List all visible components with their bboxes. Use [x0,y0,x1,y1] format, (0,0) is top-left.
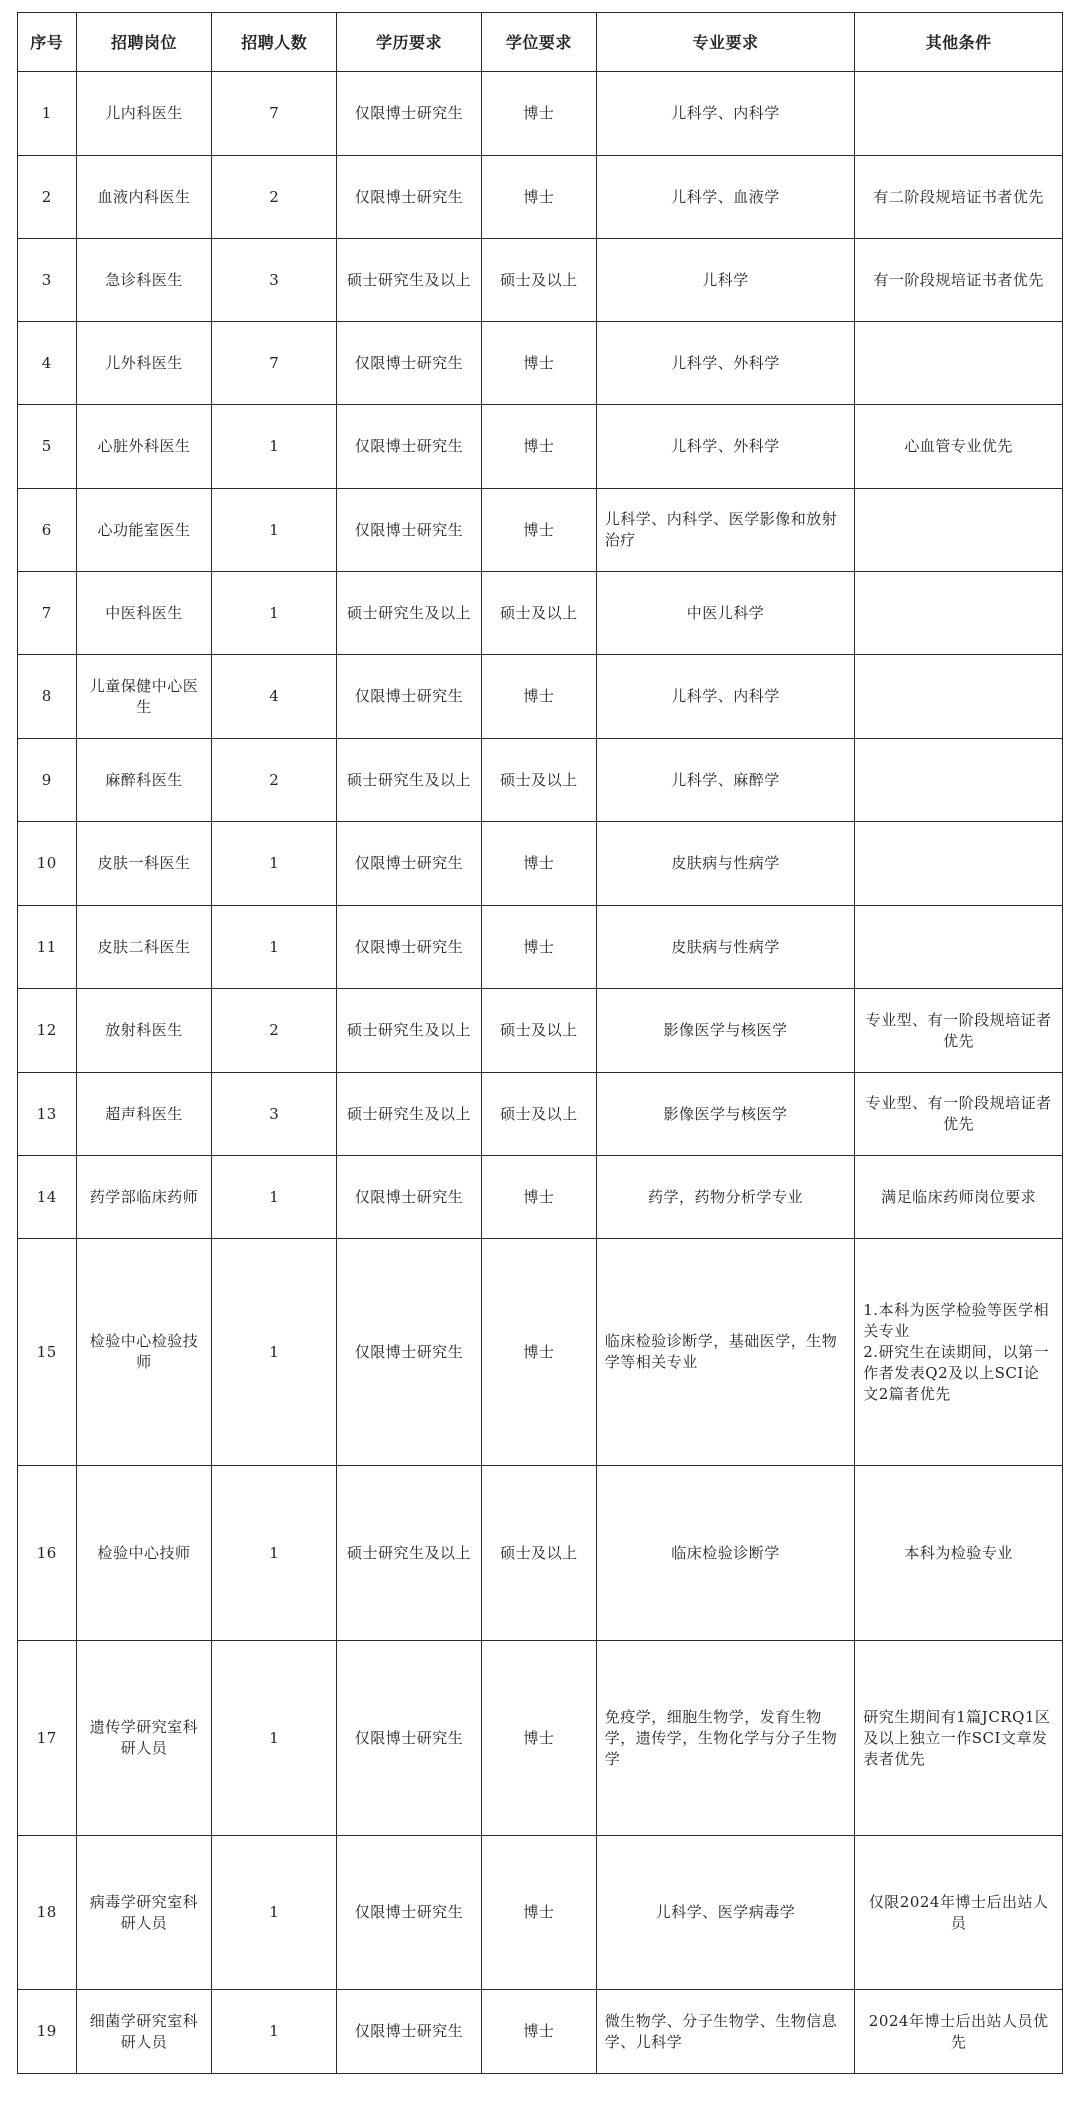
cell-count: 2 [212,739,337,822]
cell-count: 2 [212,989,337,1073]
cell-count: 1 [212,1641,337,1836]
cell-notes [855,489,1063,572]
cell-degree: 博士 [481,1156,596,1239]
cell-no: 9 [18,739,77,822]
cell-major: 儿科学、外科学 [596,405,854,489]
cell-post: 药学部临床药师 [76,1156,212,1239]
cell-no: 1 [18,72,77,156]
cell-education: 硕士研究生及以上 [337,239,482,322]
cell-no: 7 [18,572,77,655]
cell-notes: 2024年博士后出站人员优先 [855,1990,1063,2074]
cell-notes: 专业型、有一阶段规培证者优先 [855,989,1063,1073]
cell-major: 儿科学、内科学、医学影像和放射治疗 [596,489,854,572]
cell-education: 仅限博士研究生 [337,156,482,239]
cell-post: 心功能室医生 [76,489,212,572]
cell-degree: 博士 [481,655,596,739]
cell-post: 病毒学研究室科研人员 [76,1836,212,1990]
cell-post: 皮肤二科医生 [76,906,212,989]
cell-count: 4 [212,655,337,739]
cell-major: 儿科学、医学病毒学 [596,1836,854,1990]
cell-degree: 博士 [481,489,596,572]
table-row [18,489,1063,572]
cell-major: 微生物学、分子生物学、生物信息学、儿科学 [596,1990,854,2074]
cell-major: 影像医学与核医学 [596,1073,854,1156]
cell-education: 仅限博士研究生 [337,1836,482,1990]
cell-major: 中医儿科学 [596,572,854,655]
cell-no: 12 [18,989,77,1073]
table-row [18,1641,1063,1836]
cell-post: 放射科医生 [76,989,212,1073]
header-education: 学历要求 [337,13,482,72]
cell-no: 4 [18,322,77,405]
header-degree: 学位要求 [481,13,596,72]
cell-degree: 博士 [481,1239,596,1466]
cell-count: 1 [212,1239,337,1466]
table-row [18,1073,1063,1156]
header-notes: 其他条件 [855,13,1063,72]
cell-post: 儿童保健中心医生 [76,655,212,739]
cell-post: 皮肤一科医生 [76,822,212,906]
cell-no: 6 [18,489,77,572]
cell-major: 儿科学、血液学 [596,156,854,239]
cell-major: 药学，药物分析学专业 [596,1156,854,1239]
table-row [18,405,1063,489]
cell-notes: 仅限2024年博士后出站人员 [855,1836,1063,1990]
header-major: 专业要求 [596,13,854,72]
cell-count: 1 [212,1466,337,1641]
cell-post: 心脏外科医生 [76,405,212,489]
table-row [18,906,1063,989]
cell-notes [855,822,1063,906]
cell-notes [855,906,1063,989]
cell-degree: 博士 [481,72,596,156]
cell-notes: 1.本科为医学检验等医学相关专业 2.研究生在读期间，以第一作者发表Q2及以上SCI论文2篇者优先 [855,1239,1063,1466]
cell-count: 1 [212,822,337,906]
cell-notes [855,572,1063,655]
cell-education: 仅限博士研究生 [337,1990,482,2074]
cell-degree: 博士 [481,822,596,906]
cell-no: 14 [18,1156,77,1239]
table-row [18,156,1063,239]
cell-education: 仅限博士研究生 [337,72,482,156]
cell-count: 1 [212,1836,337,1990]
cell-notes: 专业型、有一阶段规培证者优先 [855,1073,1063,1156]
cell-major: 儿科学、麻醉学 [596,739,854,822]
cell-education: 仅限博士研究生 [337,655,482,739]
cell-major: 临床检验诊断学 [596,1466,854,1641]
cell-degree: 博士 [481,1641,596,1836]
table-row [18,655,1063,739]
cell-notes: 本科为检验专业 [855,1466,1063,1641]
cell-major: 儿科学、内科学 [596,655,854,739]
cell-education: 仅限博士研究生 [337,1156,482,1239]
cell-count: 1 [212,572,337,655]
cell-count: 3 [212,239,337,322]
cell-degree: 硕士及以上 [481,239,596,322]
cell-no: 19 [18,1990,77,2074]
cell-major: 免疫学，细胞生物学，发育生物学，遗传学，生物化学与分子生物学 [596,1641,854,1836]
cell-education: 仅限博士研究生 [337,405,482,489]
cell-degree: 硕士及以上 [481,1073,596,1156]
cell-no: 5 [18,405,77,489]
cell-no: 17 [18,1641,77,1836]
header-post: 招聘岗位 [76,13,212,72]
cell-no: 16 [18,1466,77,1641]
cell-education: 仅限博士研究生 [337,322,482,405]
table-row [18,989,1063,1073]
cell-count: 1 [212,1156,337,1239]
cell-notes: 有二阶段规培证书者优先 [855,156,1063,239]
cell-major: 影像医学与核医学 [596,989,854,1073]
cell-no: 3 [18,239,77,322]
cell-notes [855,655,1063,739]
table-row [18,1239,1063,1466]
cell-major: 儿科学 [596,239,854,322]
cell-count: 1 [212,1990,337,2074]
table-row [18,739,1063,822]
table-row [18,572,1063,655]
cell-count: 3 [212,1073,337,1156]
cell-degree: 博士 [481,906,596,989]
cell-degree: 硕士及以上 [481,989,596,1073]
cell-notes: 满足临床药师岗位要求 [855,1156,1063,1239]
cell-count: 1 [212,489,337,572]
cell-education: 仅限博士研究生 [337,822,482,906]
cell-degree: 硕士及以上 [481,1466,596,1641]
cell-notes [855,322,1063,405]
cell-degree: 博士 [481,156,596,239]
cell-education: 仅限博士研究生 [337,489,482,572]
cell-degree: 硕士及以上 [481,739,596,822]
cell-major: 皮肤病与性病学 [596,822,854,906]
cell-post: 遗传学研究室科研人员 [76,1641,212,1836]
header-no: 序号 [18,13,77,72]
header-row [18,13,1063,72]
cell-no: 18 [18,1836,77,1990]
cell-education: 硕士研究生及以上 [337,572,482,655]
cell-post: 检验中心检验技师 [76,1239,212,1466]
cell-degree: 博士 [481,322,596,405]
cell-post: 儿内科医生 [76,72,212,156]
cell-major: 皮肤病与性病学 [596,906,854,989]
cell-count: 1 [212,906,337,989]
cell-major: 儿科学、外科学 [596,322,854,405]
cell-count: 2 [212,156,337,239]
cell-post: 检验中心技师 [76,1466,212,1641]
cell-notes [855,72,1063,156]
table-row [18,322,1063,405]
cell-education: 硕士研究生及以上 [337,1073,482,1156]
cell-education: 硕士研究生及以上 [337,989,482,1073]
recruitment-table [17,12,1063,2074]
table-row [18,1466,1063,1641]
table-body [18,72,1063,2074]
cell-count: 7 [212,72,337,156]
cell-education: 仅限博士研究生 [337,1641,482,1836]
table-row [18,1990,1063,2074]
cell-no: 13 [18,1073,77,1156]
cell-no: 8 [18,655,77,739]
cell-count: 1 [212,405,337,489]
cell-education: 仅限博士研究生 [337,906,482,989]
cell-no: 11 [18,906,77,989]
cell-notes: 研究生期间有1篇JCRQ1区及以上独立一作SCI文章发表者优先 [855,1641,1063,1836]
cell-major: 临床检验诊断学，基础医学，生物学等相关专业 [596,1239,854,1466]
cell-no: 10 [18,822,77,906]
cell-notes: 心血管专业优先 [855,405,1063,489]
table-row [18,1836,1063,1990]
cell-education: 仅限博士研究生 [337,1239,482,1466]
cell-post: 超声科医生 [76,1073,212,1156]
cell-education: 硕士研究生及以上 [337,739,482,822]
table-row [18,239,1063,322]
cell-count: 7 [212,322,337,405]
table-row [18,1156,1063,1239]
cell-education: 硕士研究生及以上 [337,1466,482,1641]
cell-post: 血液内科医生 [76,156,212,239]
table-row [18,822,1063,906]
cell-post: 中医科医生 [76,572,212,655]
cell-degree: 博士 [481,405,596,489]
cell-degree: 博士 [481,1990,596,2074]
cell-no: 15 [18,1239,77,1466]
cell-post: 麻醉科医生 [76,739,212,822]
cell-post: 细菌学研究室科研人员 [76,1990,212,2074]
cell-notes [855,739,1063,822]
cell-major: 儿科学、内科学 [596,72,854,156]
header-count: 招聘人数 [212,13,337,72]
cell-no: 2 [18,156,77,239]
cell-post: 儿外科医生 [76,322,212,405]
cell-post: 急诊科医生 [76,239,212,322]
cell-notes: 有一阶段规培证书者优先 [855,239,1063,322]
cell-degree: 博士 [481,1836,596,1990]
table-row [18,72,1063,156]
cell-degree: 硕士及以上 [481,572,596,655]
